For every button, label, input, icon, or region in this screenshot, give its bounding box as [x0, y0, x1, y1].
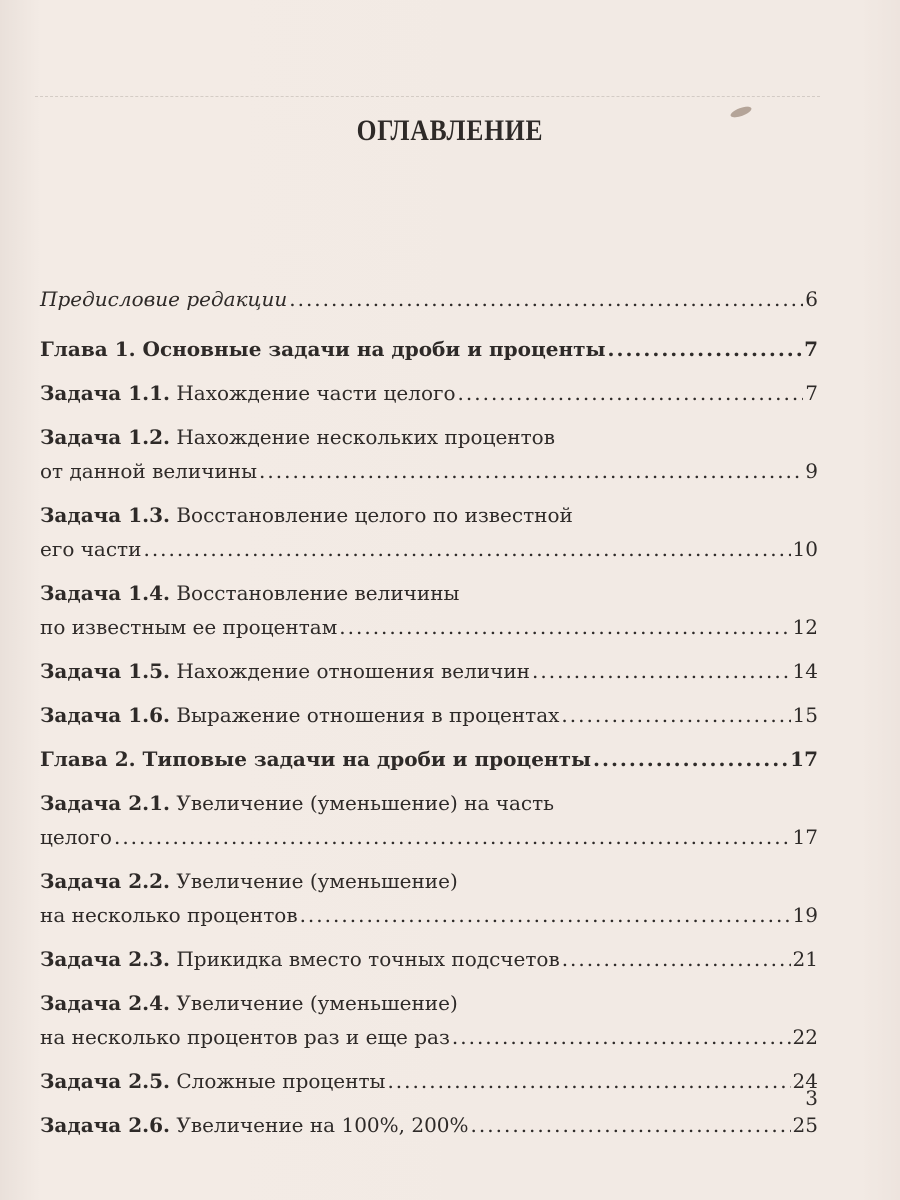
- entry-page: 24: [792, 1069, 818, 1093]
- entry-title: Увеличение (уменьшение) на часть: [176, 791, 555, 815]
- toc-entry-task-1-3: [40, 498, 818, 566]
- entry-label: Задача 2.5.: [40, 1069, 170, 1093]
- toc-entry-task-2-6: [40, 1108, 818, 1142]
- entry-page: 6: [805, 287, 818, 311]
- toc-entry-task-2-1: [40, 786, 818, 854]
- entry-page: 25: [792, 1113, 818, 1137]
- toc-entry-task-1-5: [40, 654, 818, 688]
- entry-title: Нахождение нескольких процентов: [176, 425, 555, 449]
- entry-title-cont: по известным ее процентам: [40, 615, 338, 639]
- leader-dots: [300, 898, 791, 932]
- entry-title: Увеличение (уменьшение): [176, 991, 458, 1015]
- entry-title: Увеличение (уменьшение): [176, 869, 458, 893]
- entry-title-cont: его части: [40, 537, 142, 561]
- entry-label: Задача 1.1.: [40, 381, 170, 405]
- entry-title-cont: целого: [40, 825, 112, 849]
- entry-title: Нахождение отношения величин: [176, 659, 531, 683]
- entry-page: 15: [792, 703, 818, 727]
- entry-page: 10: [792, 537, 818, 561]
- entry-title: Сложные проценты: [176, 1069, 386, 1093]
- entry-title: Восстановление целого по известной: [176, 503, 573, 527]
- entry-title: Выражение отношения в процентах: [176, 703, 560, 727]
- entry-title-cont: от данной величины: [40, 459, 258, 483]
- table-of-contents: [40, 282, 818, 1142]
- entry-label: Задача 2.3.: [40, 947, 170, 971]
- leader-dots: [608, 332, 803, 366]
- toc-entry-chapter-2: [40, 742, 818, 776]
- toc-entry-task-2-5: [40, 1064, 818, 1098]
- entry-page: 19: [792, 903, 818, 927]
- entry-title: Нахождение части целого: [176, 381, 456, 405]
- toc-entry-task-2-3: [40, 942, 818, 976]
- page-number: 3: [805, 1086, 818, 1110]
- entry-page: 12: [792, 615, 818, 639]
- entry-page: 14: [792, 659, 818, 683]
- entry-label: Глава 2.: [40, 747, 136, 771]
- entry-label: Задача 1.3.: [40, 503, 170, 527]
- entry-label: Задача 2.2.: [40, 869, 170, 893]
- entry-title: Основные задачи на дроби и проценты: [142, 337, 606, 361]
- leader-dots: [561, 698, 790, 732]
- leader-dots: [259, 454, 803, 488]
- entry-label: Задача 2.6.: [40, 1113, 170, 1137]
- leader-dots: [593, 742, 788, 776]
- page-title: ОГЛАВЛЕНИЕ: [356, 114, 544, 147]
- leader-dots: [458, 376, 804, 410]
- leader-dots: [289, 282, 803, 316]
- toc-entry-task-1-6: [40, 698, 818, 732]
- entry-page: 22: [792, 1025, 818, 1049]
- leader-dots: [387, 1064, 790, 1098]
- entry-page: 9: [805, 459, 818, 483]
- toc-entry-chapter-1: [40, 332, 818, 366]
- entry-page: 7: [805, 381, 818, 405]
- leader-dots: [562, 942, 791, 976]
- entry-label: Глава 1.: [40, 337, 136, 361]
- leader-dots: [471, 1108, 791, 1142]
- toc-entry-task-1-4: [40, 576, 818, 644]
- bleed-through-rule: [35, 96, 820, 97]
- entry-title: Типовые задачи на дроби и проценты: [142, 747, 592, 771]
- entry-title-cont: на несколько процентов раз и еще раз: [40, 1025, 450, 1049]
- entry-label: Задача 1.4.: [40, 581, 170, 605]
- entry-page: 17: [792, 825, 818, 849]
- entry-page: 21: [792, 947, 818, 971]
- leader-dots: [114, 820, 791, 854]
- entry-page: 17: [790, 747, 818, 771]
- entry-title: Предисловие редакции: [40, 287, 288, 311]
- leader-dots: [143, 532, 790, 566]
- entry-label: Задача 2.1.: [40, 791, 170, 815]
- entry-title: Увеличение на 100%, 200%: [176, 1113, 469, 1137]
- toc-entry-task-2-2: [40, 864, 818, 932]
- entry-label: Задача 1.2.: [40, 425, 170, 449]
- toc-entry-task-1-1: [40, 376, 818, 410]
- entry-label: Задача 1.6.: [40, 703, 170, 727]
- entry-page: 7: [804, 337, 818, 361]
- leader-dots: [452, 1020, 791, 1054]
- entry-title: Прикидка вместо точных подсчетов: [176, 947, 560, 971]
- toc-entry-task-2-4: [40, 986, 818, 1054]
- toc-entry-task-1-2: [40, 420, 818, 488]
- entry-title: Восстановление величины: [176, 581, 460, 605]
- entry-label: Задача 1.5.: [40, 659, 170, 683]
- toc-entry-preface: [40, 282, 818, 316]
- entry-title-cont: на несколько процентов: [40, 903, 298, 927]
- leader-dots: [532, 654, 791, 688]
- entry-label: Задача 2.4.: [40, 991, 170, 1015]
- leader-dots: [339, 610, 790, 644]
